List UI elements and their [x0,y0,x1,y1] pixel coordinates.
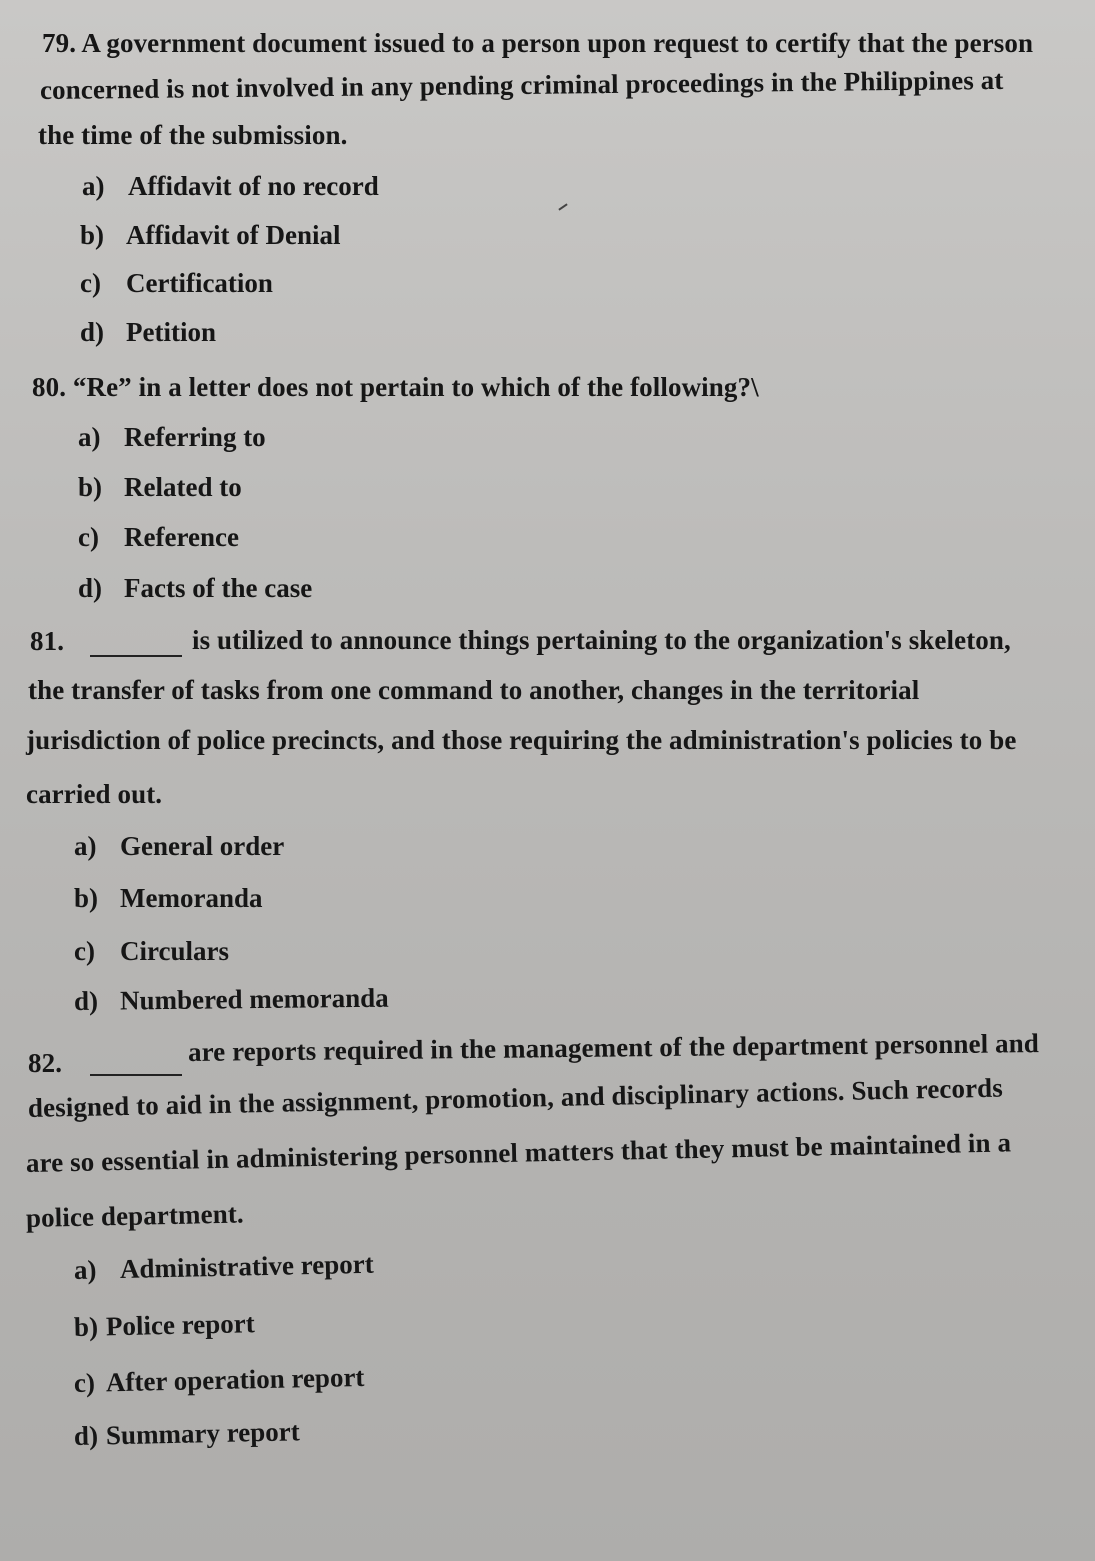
q79-option-c [80,270,273,297]
option-text: Affidavit of Denial [126,220,341,250]
q79-option-b [80,222,340,249]
option-text: Numbered memoranda [119,982,389,1016]
option-letter: b) [74,883,99,913]
option-letter: d) [80,317,105,347]
option-letter: d) [73,985,99,1016]
q79-option-d [80,319,216,346]
q81-option-c [74,938,229,965]
q82-answer-blank [90,1074,182,1076]
option-text: Summary report [105,1416,300,1451]
q81-line-2: the transfer of tasks from one command to another, changes in the territorial [28,675,920,705]
option-letter: c) [80,268,101,298]
q79-option-a [82,173,379,200]
option-text: Affidavit of no record [128,171,379,201]
option-letter: c) [74,936,95,966]
option-text: Reference [124,522,239,552]
option-text: Circulars [120,936,229,966]
option-letter: c) [73,1367,96,1398]
q82-number: 82. [28,1048,63,1078]
option-text: Memoranda [120,883,263,913]
q80-option-c [78,524,239,551]
option-text: General order [120,831,285,861]
option-text: Facts of the case [124,573,313,603]
q81-line-1: is utilized to announce things pertaining to the organization's skeleton, [192,625,1011,655]
option-text: Referring to [124,422,266,452]
option-text: Related to [124,472,242,502]
option-letter: b) [80,220,105,250]
option-text: Administrative report [119,1248,374,1285]
option-letter: a) [74,831,97,861]
q82-line-4: police department. [25,1198,245,1233]
q82-line-2: designed to aid in the assignment, promotion, and disciplinary actions. Such records [27,1072,1004,1123]
q81-option-a [74,833,284,860]
option-letter: b) [78,472,103,502]
q81-line-3: jurisdiction of police precincts, and those requiring the administration's policies to be [26,725,1017,755]
q81-option-b [74,885,262,912]
q82-line-3: are so essential in administering personnel matters that they must be maintained in a [25,1127,1012,1178]
q81-answer-blank [90,655,182,657]
option-letter: a) [73,1254,97,1285]
q82-option-d [74,1418,300,1450]
q81-line-4: carried out. [26,779,163,809]
q81-number: 81. [30,626,65,656]
pen-mark [558,203,567,210]
q80-option-b [78,474,242,501]
q79-line-1: 79. A government document issued to a person upon request to certify that the person [42,28,1034,58]
q82-line-1: are reports required in the management of the department personnel and [187,1028,1040,1067]
option-letter: a) [78,422,101,452]
q82-option-c [73,1361,365,1398]
q82-option-a [73,1248,374,1285]
q79-line-2: concerned is not involved in any pending criminal proceedings in the Philippines at [39,64,1004,105]
q80-option-a [78,424,266,451]
option-text: Certification [126,268,273,298]
option-letter: d) [78,573,103,603]
option-text: After operation report [105,1361,365,1398]
option-letter: d) [73,1420,99,1451]
q81-option-d [73,982,389,1016]
option-letter: b) [73,1311,99,1342]
option-letter: c) [78,522,99,552]
option-letter: a) [82,171,105,201]
q79-line-3: the time of the submission. [38,120,348,150]
q80-option-d [78,575,312,602]
q82-option-b [74,1310,255,1341]
option-text: Petition [126,317,216,347]
option-text: Police report [105,1308,255,1342]
q80-line-1: 80. “Re” in a letter does not pertain to which of the following?\ [32,372,759,402]
